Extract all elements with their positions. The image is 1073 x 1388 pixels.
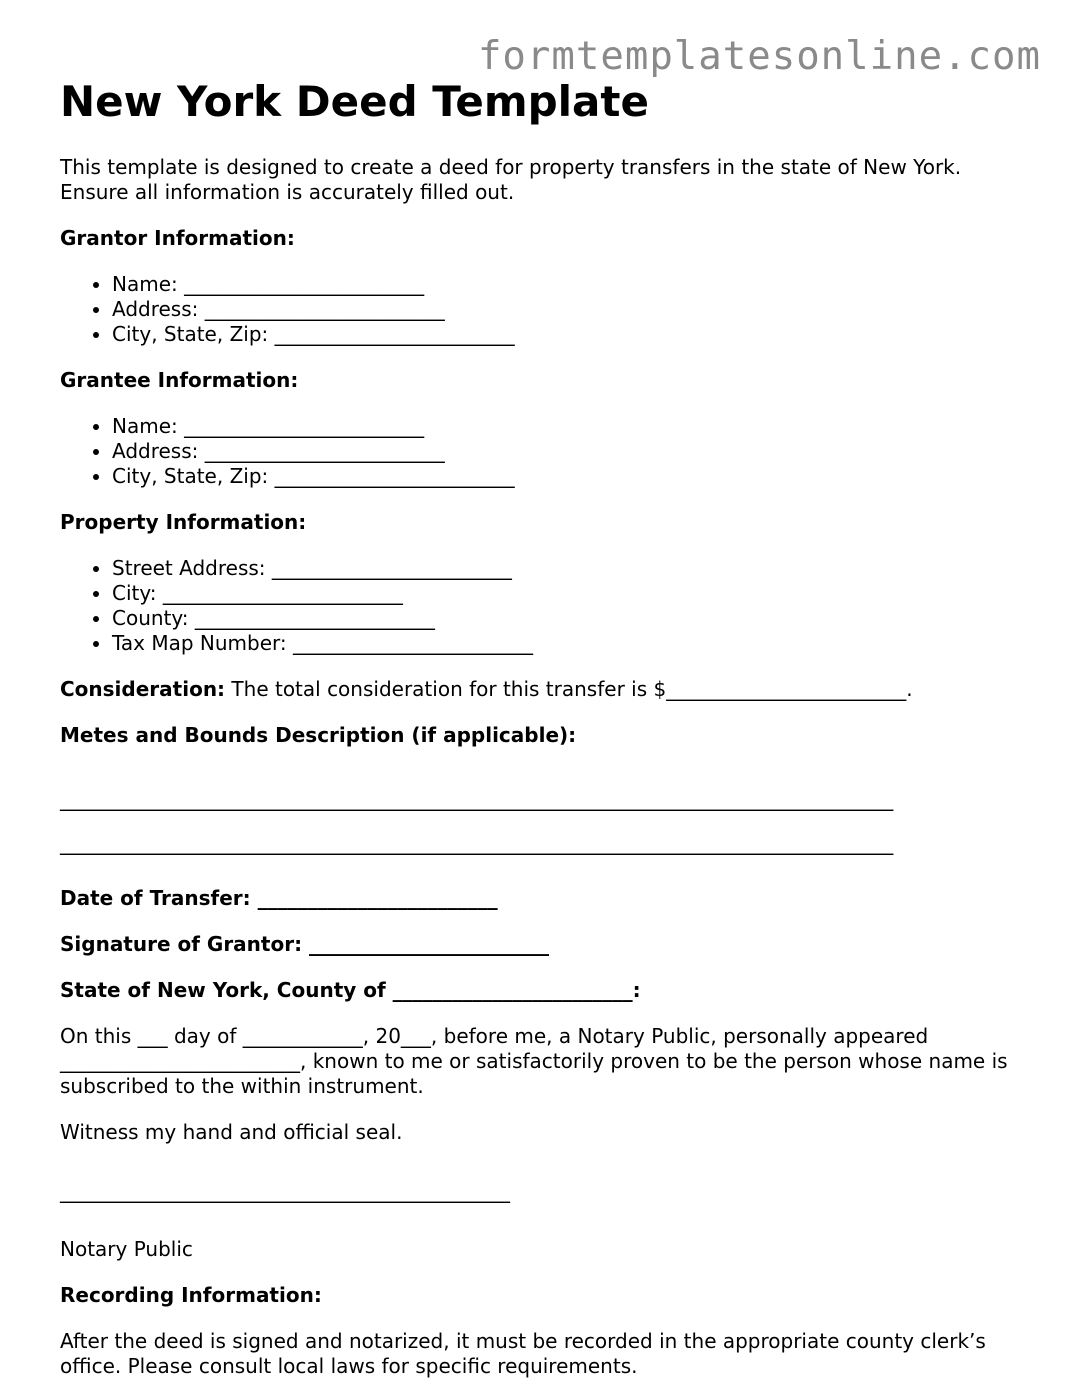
metes-lines bbox=[60, 777, 1020, 865]
metes-line-1: _____________________________________________________________________________________ bbox=[60, 787, 894, 811]
notary-paragraph: On this ___ day of ____________, 20___, before me, a Notary Public, personally appeared ________________________, known to me or satisfactorily proven to be the person whose name is subscribed to the within instrument. bbox=[60, 1024, 1008, 1098]
property-street-address-field: • Street Address: ________________________ bbox=[112, 556, 1020, 581]
property-list bbox=[60, 556, 1020, 656]
metes-line-2: _____________________________________________________________________________________ bbox=[60, 831, 894, 855]
document-page bbox=[60, 76, 1020, 1379]
grantee-list bbox=[60, 414, 1020, 489]
grantee-address-field: • Address: ________________________ bbox=[112, 439, 1020, 464]
consideration-paragraph bbox=[60, 677, 1020, 702]
property-heading: Property Information: bbox=[60, 510, 307, 534]
property-city-field: • City: ________________________ bbox=[112, 581, 1020, 606]
intro-paragraph: This template is designed to create a deed for property transfers in the state of New York. Ensure all information is accurately filled out. bbox=[60, 155, 962, 204]
date-of-transfer: Date of Transfer: ________________________ bbox=[60, 886, 498, 910]
grantee-city-state-zip-field: • City, State, Zip: ________________________ bbox=[112, 464, 1020, 489]
consideration-text: The total consideration for this transfer is $________________________. bbox=[225, 677, 913, 701]
property-county-field: • County: ________________________ bbox=[112, 606, 1020, 631]
grantee-heading: Grantee Information: bbox=[60, 368, 299, 392]
consideration-label: Consideration: bbox=[60, 677, 226, 701]
state-county-line: State of New York, County of ________________________: bbox=[60, 978, 641, 1002]
grantor-heading: Grantor Information: bbox=[60, 226, 295, 250]
watermark: formtemplatesonline.com bbox=[477, 34, 1041, 79]
grantor-address-field: • Address: ________________________ bbox=[112, 297, 1020, 322]
notary-public-label: Notary Public bbox=[60, 1237, 193, 1261]
metes-heading: Metes and Bounds Description (if applicable): bbox=[60, 723, 577, 747]
recording-heading: Recording Information: bbox=[60, 1283, 322, 1307]
page-title: New York Deed Template bbox=[60, 77, 649, 126]
grantor-name-field: • Name: ________________________ bbox=[112, 272, 1020, 297]
grantee-name-field: • Name: ________________________ bbox=[112, 414, 1020, 439]
grantor-city-state-zip-field: • City, State, Zip: ________________________ bbox=[112, 322, 1020, 347]
notary-signature-line: _____________________________________________ bbox=[60, 1179, 510, 1203]
recording-paragraph: After the deed is signed and notarized, it must be recorded in the appropriate county clerk’s office. Please consult local laws for specific requirements. bbox=[60, 1329, 986, 1378]
witness-line: Witness my hand and official seal. bbox=[60, 1120, 403, 1144]
grantor-list bbox=[60, 272, 1020, 347]
property-tax-map-number-field: • Tax Map Number: ________________________ bbox=[112, 631, 1020, 656]
signature-of-grantor: Signature of Grantor: ________________________ bbox=[60, 932, 550, 956]
